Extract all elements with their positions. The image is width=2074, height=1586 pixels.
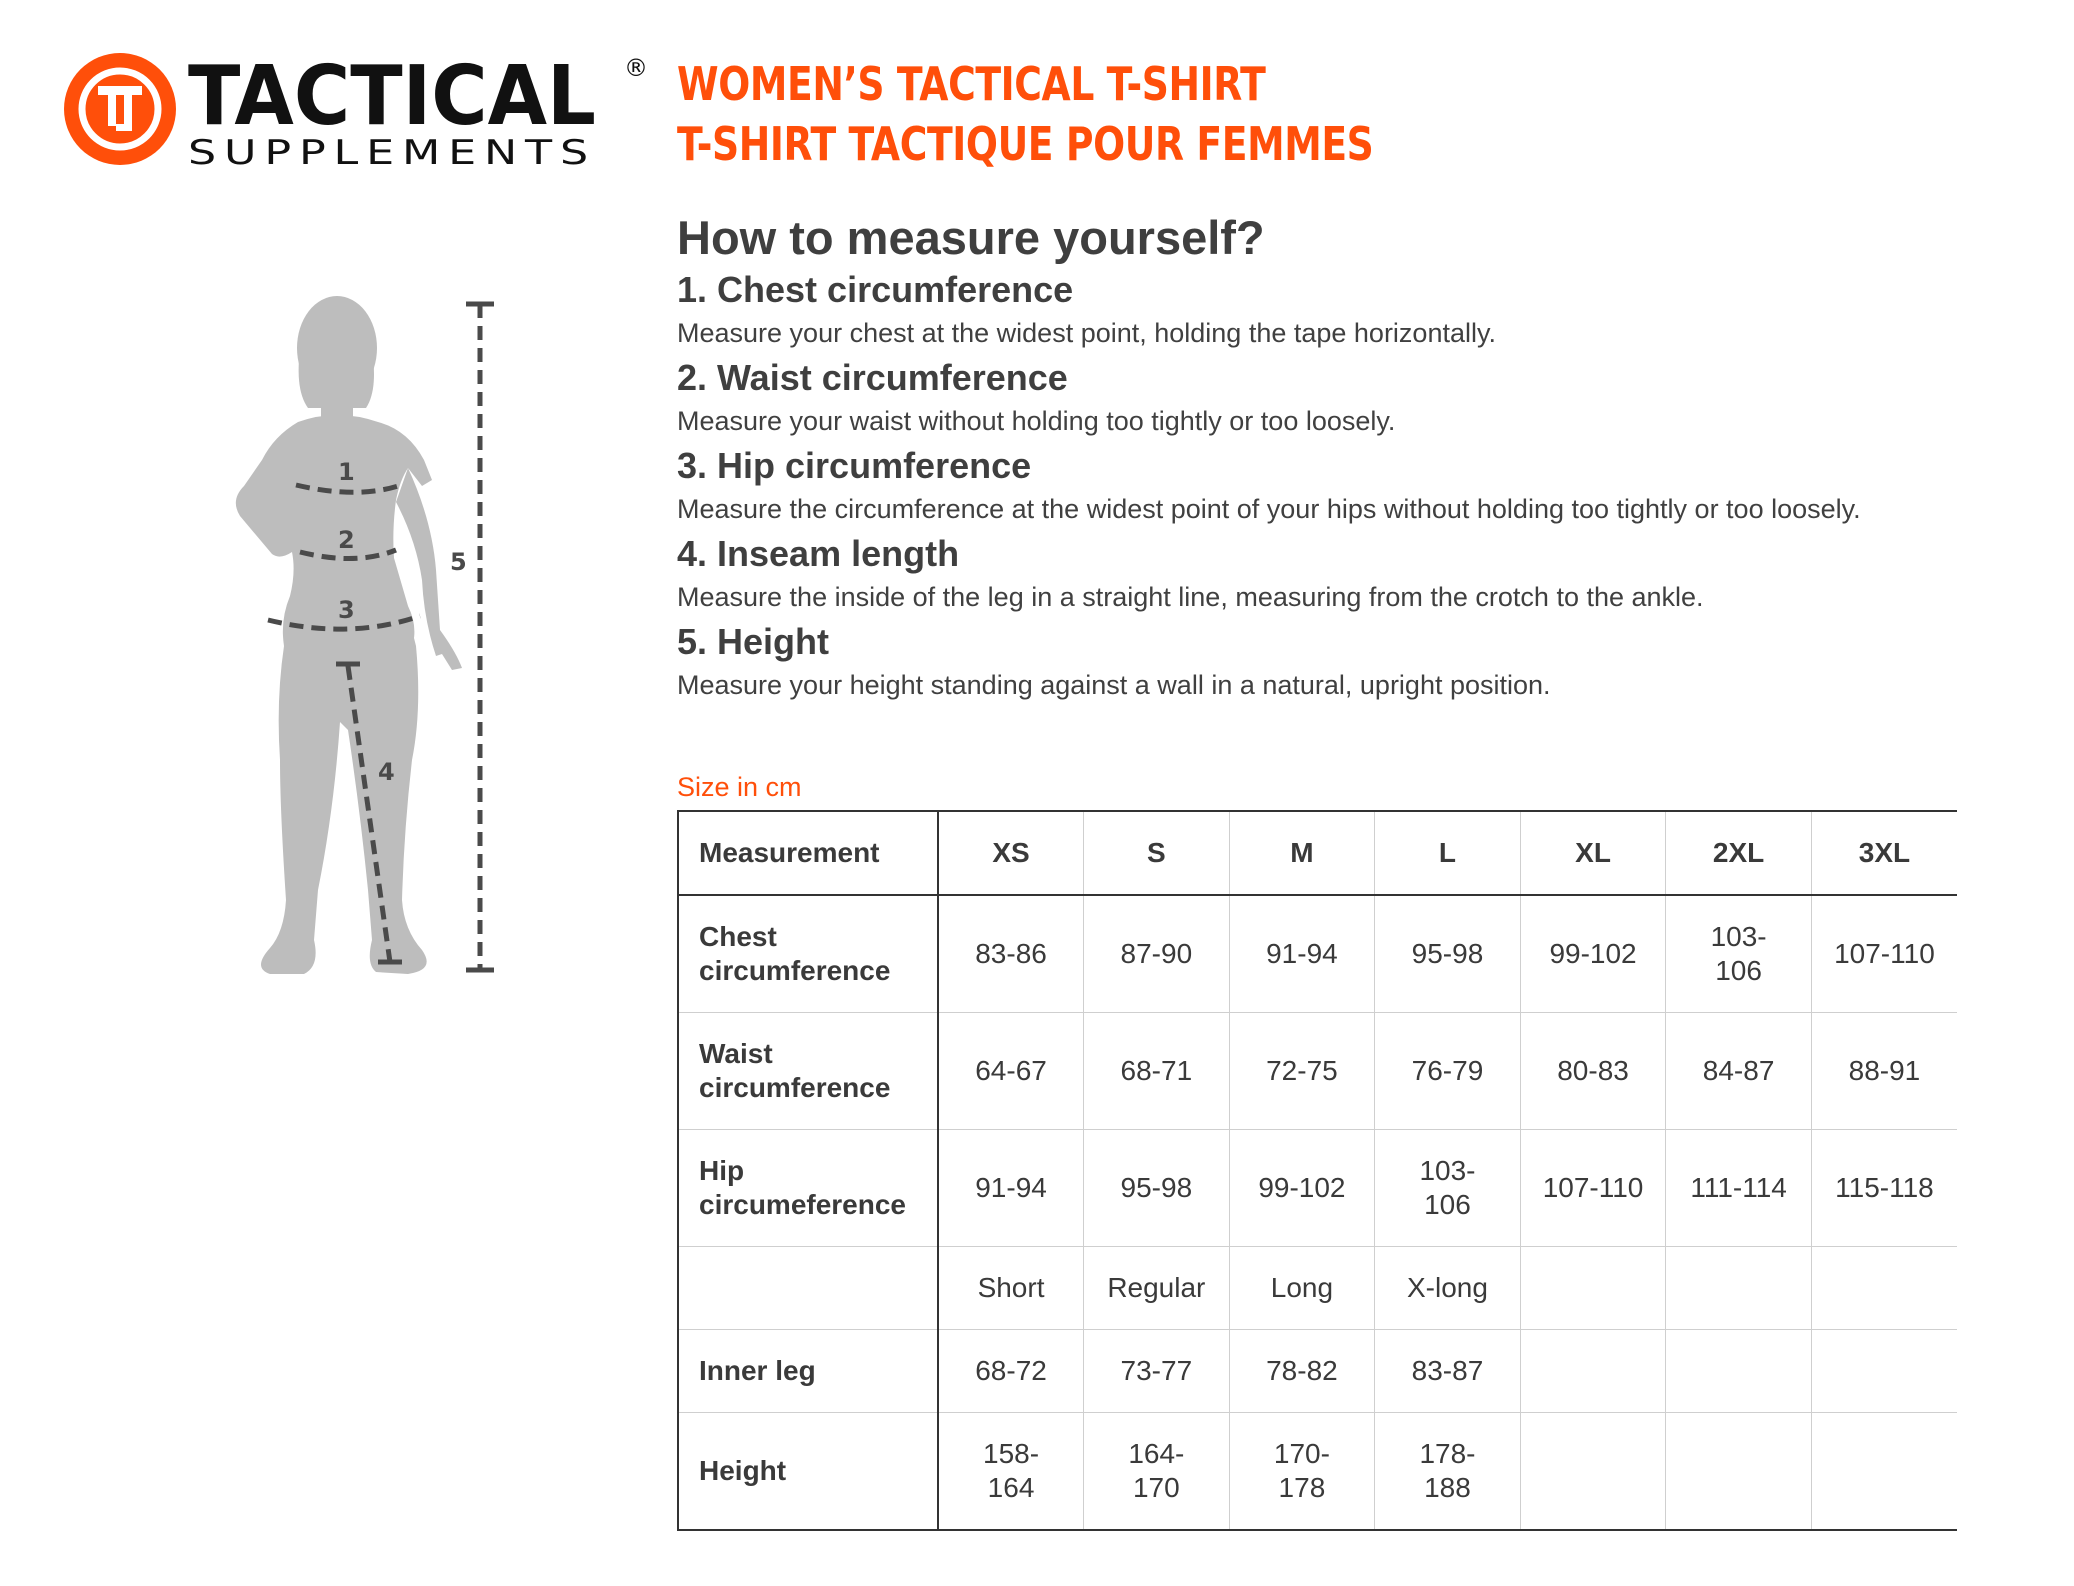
step-title-inseam: 4. Inseam length (677, 533, 960, 574)
table-cell (1811, 1330, 1957, 1413)
table-cell (1520, 1330, 1666, 1413)
table-cell: 73-77 (1084, 1330, 1230, 1413)
step-title-chest: 1. Chest circumference (677, 269, 1074, 310)
logo-wordmark-supplements: SUPPLEMENTS (188, 133, 596, 172)
table-header-row (678, 811, 1957, 895)
table-cell (1520, 1413, 1666, 1531)
figure-mark-2: 2 (338, 526, 355, 554)
figure-mark-3: 3 (338, 596, 355, 624)
table-cell: 80-83 (1520, 1013, 1666, 1130)
table-row-inner-leg (678, 1330, 1957, 1413)
size-unit-label: Size in cm (677, 772, 802, 802)
table-cell: 76-79 (1375, 1013, 1521, 1130)
table-cell (1811, 1247, 1957, 1330)
table-cell: 83-87 (1375, 1330, 1521, 1413)
step-title-waist: 2. Waist circumference (677, 357, 1068, 398)
table-cell: 107-110 (1811, 895, 1957, 1013)
table-cell (1811, 1413, 1957, 1531)
table-cell: 87-90 (1084, 895, 1230, 1013)
row-label: Hip circumeference (678, 1130, 938, 1247)
table-cell: 158-164 (938, 1413, 1084, 1531)
table-row-height (678, 1413, 1957, 1531)
table-row-hip (678, 1130, 1957, 1247)
product-title (677, 54, 1526, 174)
table-cell: 83-86 (938, 895, 1084, 1013)
table-cell (1666, 1413, 1812, 1531)
table-cell (1666, 1247, 1812, 1330)
woman-silhouette-icon (236, 296, 462, 974)
step-desc-chest: Measure your chest at the widest point, holding the tape horizontally. (677, 318, 1496, 348)
table-cell: 99-102 (1520, 895, 1666, 1013)
table-row-chest (678, 895, 1957, 1013)
table-cell: X-long (1375, 1247, 1521, 1330)
table-cell: 84-87 (1666, 1013, 1812, 1130)
table-cell: 103-106 (1375, 1130, 1521, 1247)
row-label (678, 1247, 938, 1330)
logo-emblem-icon (64, 53, 176, 165)
step-title-height: 5. Height (677, 621, 830, 662)
product-title-fr: T-SHIRT TACTIQUE POUR FEMMES (677, 117, 1374, 171)
size-chart-table (677, 810, 1957, 1531)
table-cell: 95-98 (1375, 895, 1521, 1013)
table-cell: 164-170 (1084, 1413, 1230, 1531)
header-size-xs: XS (938, 811, 1084, 895)
step-title-hip: 3. Hip circumference (677, 445, 1032, 486)
figure-mark-5: 5 (450, 548, 467, 576)
table-cell: 72-75 (1229, 1013, 1375, 1130)
header-size-xl: XL (1520, 811, 1666, 895)
table-cell: Long (1229, 1247, 1375, 1330)
table-cell: 68-71 (1084, 1013, 1230, 1130)
table-cell: 64-67 (938, 1013, 1084, 1130)
header-size-2xl: 2XL (1666, 811, 1812, 895)
table-cell: 99-102 (1229, 1130, 1375, 1247)
table-cell: Regular (1084, 1247, 1230, 1330)
header-size-s: S (1084, 811, 1230, 895)
header-size-m: M (1229, 811, 1375, 895)
logo-wordmark-tactical: TACTICAL (188, 49, 596, 144)
table-cell: Short (938, 1247, 1084, 1330)
table-cell: 111-114 (1666, 1130, 1812, 1247)
table-cell: 115-118 (1811, 1130, 1957, 1247)
table-cell: 91-94 (1229, 895, 1375, 1013)
table-cell: 78-82 (1229, 1330, 1375, 1413)
step-desc-waist: Measure your waist without holding too tightly or too loosely. (677, 406, 1396, 436)
table-cell: 107-110 (1520, 1130, 1666, 1247)
row-label: Inner leg (678, 1330, 938, 1413)
table-cell: 95-98 (1084, 1130, 1230, 1247)
step-desc-hip: Measure the circumference at the widest point of your hips without holding too tightly or too loosely. (677, 494, 1861, 524)
header-size-3xl: 3XL (1811, 811, 1957, 895)
product-title-en: WOMEN’S TACTICAL T-SHIRT (677, 57, 1266, 111)
measurement-figure (200, 290, 500, 1000)
table-cell: 68-72 (938, 1330, 1084, 1413)
header-measurement: Measurement (678, 811, 938, 895)
table-row-waist (678, 1013, 1957, 1130)
figure-mark-1: 1 (338, 458, 355, 486)
table-cell: 103-106 (1666, 895, 1812, 1013)
table-cell: 170-178 (1229, 1413, 1375, 1531)
row-label: Chest circumference (678, 895, 938, 1013)
table-cell: 178-188 (1375, 1413, 1521, 1531)
figure-mark-4: 4 (378, 758, 395, 786)
table-cell (1520, 1247, 1666, 1330)
table-row-fit (678, 1247, 1957, 1330)
table-cell: 91-94 (938, 1130, 1084, 1247)
table-cell: 88-91 (1811, 1013, 1957, 1130)
header-size-l: L (1375, 811, 1521, 895)
registered-mark: ® (624, 54, 648, 82)
table-cell (1666, 1330, 1812, 1413)
row-label: Waist circumference (678, 1013, 938, 1130)
step-desc-height: Measure your height standing against a wall in a natural, upright position. (677, 670, 1551, 700)
row-label: Height (678, 1413, 938, 1531)
measurement-instructions (677, 210, 1977, 708)
instructions-heading: How to measure yourself? (677, 211, 1265, 264)
tactical-supplements-logo (64, 46, 660, 172)
step-desc-inseam: Measure the inside of the leg in a straight line, measuring from the crotch to the ankle. (677, 582, 1704, 612)
